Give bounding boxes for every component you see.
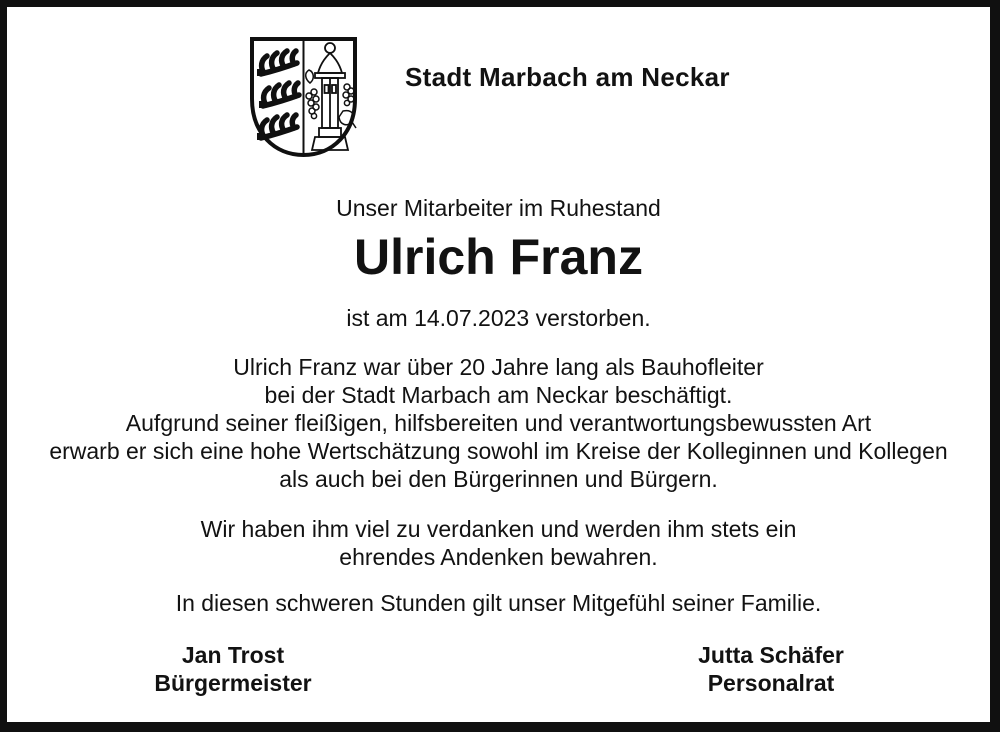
tribute-paragraph [7,353,990,493]
tribute-line: Aufgrund seiner fleißigen, hilfsbereiten und verantwortungsbewussten Art [125,410,872,436]
signature-mayor [83,641,383,697]
tribute-line: Ulrich Franz war über 20 Jahre lang als Bauhofleiter [233,354,764,380]
thanks-line: Wir haben ihm viel zu verdanken und werden ihm stets ein [200,516,797,542]
signature-name: Jutta Schäfer [698,642,844,668]
tribute-line: bei der Stadt Marbach am Neckar beschäftigt. [264,382,733,408]
signature-name: Jan Trost [181,642,285,668]
deceased-name: Ulrich Franz [354,229,643,285]
signature-role: Personalrat [707,670,835,696]
signature-staff-council [621,641,921,697]
tribute-line: erwarb er sich eine hohe Wertschätzung sowohl im Kreise der Kolleginnen und Kollegen [49,438,948,464]
signature-role: Bürgermeister [154,670,312,696]
coat-of-arms-icon [248,35,359,159]
thanks-paragraph [7,515,990,571]
death-date-line: ist am 14.07.2023 verstorben. [346,305,651,331]
thanks-line: ehrendes Andenken bewahren. [339,544,658,570]
condolence-line: In diesen schweren Stunden gilt unser Mitgefühl seiner Familie. [175,590,822,616]
org-title: Stadt Marbach am Neckar [405,62,730,92]
intro-line: Unser Mitarbeiter im Ruhestand [336,195,661,221]
tribute-line: als auch bei den Bürgerinnen und Bürgern. [279,466,718,492]
